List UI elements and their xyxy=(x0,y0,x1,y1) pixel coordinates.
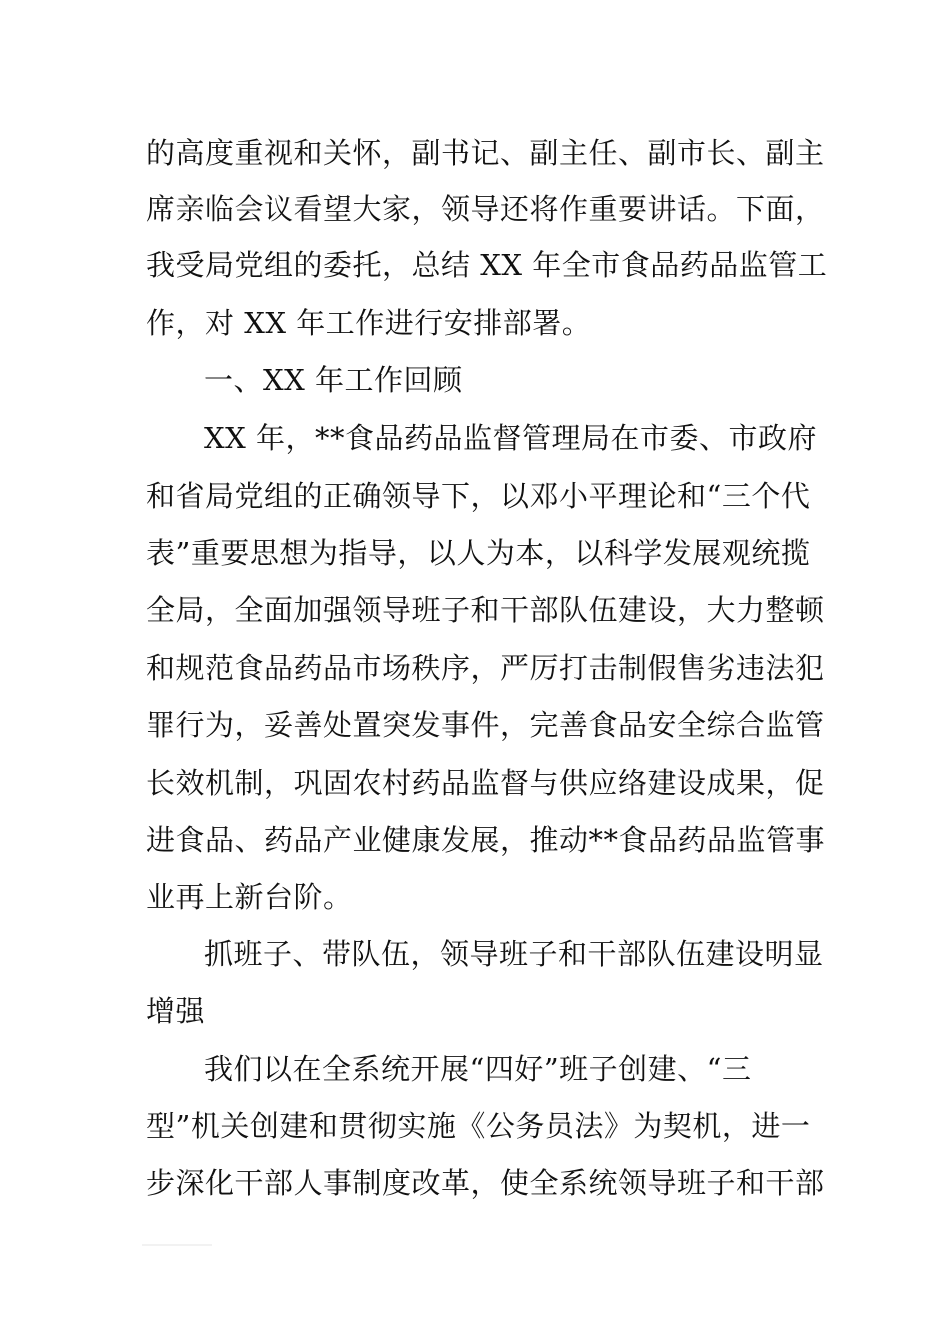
text-line xyxy=(0,763,950,803)
text-line xyxy=(0,133,950,173)
text-line-content: 罪行为，妥善处置突发事件，完善食品安全综合监管 xyxy=(146,708,825,742)
text-line xyxy=(0,303,950,343)
section-heading xyxy=(0,360,950,400)
text-line-content: XX 年，**食品药品监督管理局在市委、市政府 xyxy=(204,421,818,455)
text-line xyxy=(0,418,950,458)
text-line-content: 我们以在全系统开展“四好”班子创建、“三 xyxy=(204,1052,752,1086)
text-line-content: 进食品、药品产业健康发展，推动**食品药品监管事 xyxy=(146,823,826,857)
text-line-content: 型”机关创建和贯彻实施《公务员法》为契机，进一 xyxy=(146,1109,811,1143)
text-line-content: 业再上新台阶。 xyxy=(146,880,353,914)
text-line-content: 表”重要思想为指导，以人为本，以科学发展观统揽 xyxy=(146,536,811,570)
text-line xyxy=(0,476,950,516)
text-line xyxy=(0,590,950,630)
text-line xyxy=(0,648,950,688)
text-line xyxy=(0,245,950,285)
text-line-content: 作，对 XX 年工作进行安排部署。 xyxy=(146,306,592,340)
text-line-content: 我受局党组的委托，总结 XX 年全市食品药品监管工 xyxy=(146,248,828,282)
text-line-content: 增强 xyxy=(146,994,206,1028)
text-line-content: 和规范食品药品市场秩序，严厉打击制假售劣违法犯 xyxy=(146,651,825,685)
faint-divider xyxy=(142,1244,212,1246)
text-line xyxy=(0,1163,950,1203)
text-line-content: 步深化干部人事制度改革，使全系统领导班子和干部 xyxy=(146,1166,825,1200)
text-line xyxy=(0,877,950,917)
text-line-content: 的高度重视和关怀，副书记、副主任、副市长、副主 xyxy=(146,136,825,170)
text-line xyxy=(0,991,950,1031)
text-line xyxy=(0,189,950,229)
text-line xyxy=(0,533,950,573)
text-line-content: 长效机制，巩固农村药品监督与供应络建设成果，促 xyxy=(146,766,825,800)
text-line xyxy=(0,705,950,745)
text-line-content: 席亲临会议看望大家，领导还将作重要讲话。下面， xyxy=(146,192,825,226)
section-heading-text: 一、XX 年工作回顾 xyxy=(204,363,463,397)
text-line xyxy=(0,1049,950,1089)
text-line-content: 全局，全面加强领导班子和干部队伍建设，大力整顿 xyxy=(146,593,825,627)
text-line xyxy=(0,1106,950,1146)
text-line xyxy=(0,820,950,860)
text-line-content: 和省局党组的正确领导下，以邓小平理论和“三个代 xyxy=(146,479,811,513)
text-line xyxy=(0,934,950,974)
text-line-content: 抓班子、带队伍，领导班子和干部队伍建设明显 xyxy=(204,937,824,971)
